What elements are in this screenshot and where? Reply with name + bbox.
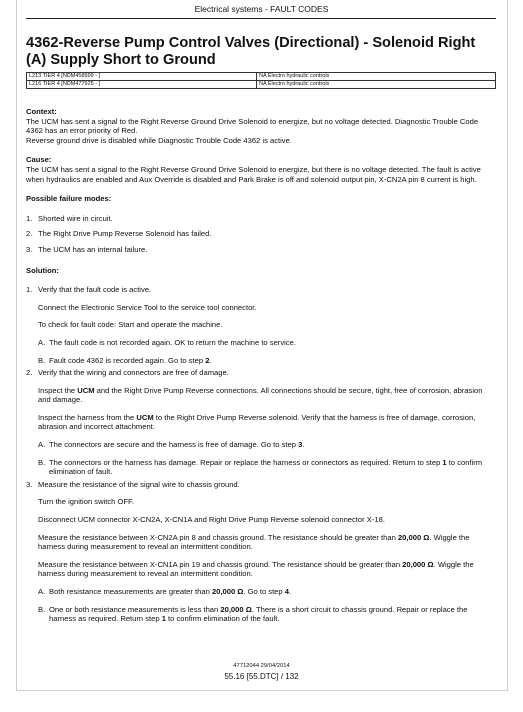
step-option-b: B. Fault code 4362 is recorded again. Go to step 2. [38,355,212,365]
model-table [26,72,496,89]
step-instruction: Inspect the UCM and the Right Drive Pump Reverse connections. All connections should be secure, tight, free of corrosion, abrasion and damage. [38,385,483,405]
step-instruction: Disconnect UCM connector X-CN2A, X-CN1A and Right Drive Pump Reverse solenoid connector X-18. [38,515,385,525]
solution-step-3: 3. Measure the resistance of the signal wire to chassis ground. [26,479,240,489]
model-desc-cell: NA Electro hydraulic controls [257,73,496,81]
step-link: 4 [284,587,289,596]
failure-mode-item: 3. The UCM has an internal failure. [26,244,148,254]
model-row [27,81,496,89]
model-cell: L213 TIER 4 [NDM458999 - ] [27,73,257,81]
model-desc-cell: NA Electro hydraulic controls [257,81,496,89]
model-row [27,73,496,81]
step-option-a: A. Both resistance measurements are greater than 20,000 Ω. Go to step 4. [38,587,292,596]
step-option-b: B. The connectors or the harness has damage. Repair or replace the harness or connectors as required. Return to step 1 to confirm elimination of fault. [38,457,483,477]
context-text-2: Reverse ground drive is disabled while Diagnostic Trouble Code 4362 is active. [26,135,292,145]
failure-mode-item: 2. The Right Drive Pump Reverse Solenoid has failed. [26,229,212,239]
step-instruction: Connect the Electronic Service Tool to the service tool connector. [38,302,257,312]
header-divider [26,18,496,19]
cause-heading: Cause: [26,155,52,165]
step-option-a: A. The connectors are secure and the harness is free of damage. Go to step 3. [38,440,305,450]
step-instruction: To check for fault code: Start and operate the machine. [38,320,223,330]
step-option-a: A. The fault code is not recorded again. OK to return the machine to service. [38,337,296,347]
solution-heading: Solution: [26,265,59,275]
step-link: 3 [298,440,303,450]
step-instruction: Turn the ignition switch OFF. [38,497,134,507]
cause-text: The UCM has sent a signal to the Right Reverse Ground Drive Solenoid to energize, but there is no voltage detected. The fault is active when hydraulics are enabled and Aux Override is disabled and Park Brake is off and solenoid output pin, X-CN2A pin 8 current is high. [26,164,481,184]
step-instruction: Measure the resistance between X-CN1A pin 19 and chassis ground. The resistance should be greater than 20,000 Ω. Wiggle the harness during measurement to reveal an intermittent condition. [38,559,474,579]
failure-modes-heading: Possible failure modes: [26,194,112,204]
step-link: 1 [442,457,447,467]
document-id: 47712044 29/04/2014 [233,663,290,669]
fault-code-title: 4362-Reverse Pump Control Valves (Directional) - Solenoid Right (A) Supply Short to Ground [26,35,476,68]
step-link: 1 [161,614,166,624]
context-text: The UCM has sent a signal to the Right Reverse Ground Drive Solenoid to energize, but no voltage detected. Diagnostic Trouble Code 4362 has an error priority of Red. [26,116,479,136]
section-header: Electrical systems - FAULT CODES [194,4,329,14]
model-cell: L216 TIER 4 [NDM477925 - ] [27,81,257,89]
page-number: 55.16 [55.DTC] / 132 [224,672,299,681]
step-option-b: B. One or both resistance measurements is less than 20,000 Ω. There is a short circuit to chassis ground. Repair or replace the harness as required. Return step 1 to confirm elimination of the fault. [38,604,468,624]
failure-mode-item: 1. Shorted wire in circuit. [26,213,113,223]
solution-step-1: 1. Verify that the fault code is active. [26,285,152,295]
step-instruction: Measure the resistance between X-CN2A pin 8 and chassis ground. The resistance should be greater than 20,000 Ω. Wiggle the harness during measurement to reveal an intermittent condition. [38,532,470,552]
step-instruction: Inspect the harness from the UCM to the Right Drive Pump Reverse solenoid. Verify that the harness is free of damage, corrosion, abrasion and incorrect attachment. [38,412,476,432]
context-heading: Context: [26,107,57,116]
document-body [26,107,496,624]
step-link: 2 [205,355,210,365]
solution-step-2: 2. Verify that the wiring and connectors are free of damage. [26,368,229,378]
